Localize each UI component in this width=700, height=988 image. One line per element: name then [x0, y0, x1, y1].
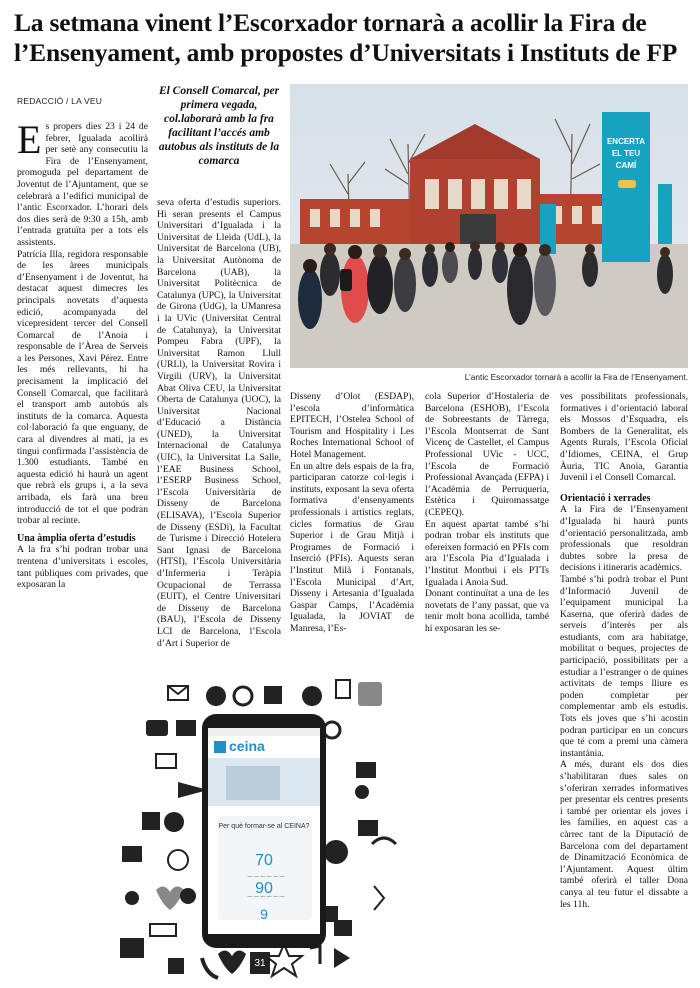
chart-icon	[142, 812, 160, 830]
article-column-2	[157, 197, 281, 649]
headline: La setmana vinent l’Escorxador tornarà a acollir la Fira de l’Ensenyament, amb propostes d’Universitats i Instituts de FP	[14, 8, 678, 67]
trophy-icon	[168, 958, 184, 974]
signal-icon	[334, 920, 352, 936]
folder-icon	[122, 846, 142, 862]
ad-stat-1: 70	[255, 852, 273, 869]
heart-icon	[156, 886, 184, 910]
svg-text:ENCERTA: ENCERTA	[606, 137, 646, 146]
svg-text:CAMÍ: CAMÍ	[615, 161, 637, 170]
paragraph: A la fra s’hi podran trobar una trentena d’universitats i escoles, tant públiques com privades, que exposaran la	[17, 544, 148, 591]
battery-icon	[150, 924, 176, 936]
settings-icon	[234, 687, 252, 705]
article-column-4	[425, 391, 549, 634]
search-icon	[324, 722, 340, 738]
share-icon	[125, 891, 139, 905]
paragraph: A la Fira de l’Ensenyament d’Igualada hi haurà punts d’orientació personalitzada, amb professionals que resoldran dubtes sobre la presa de decisions i itineraris acadèmics.	[560, 504, 688, 574]
paragraph: També s’hi podrà trobar el Punt d’Informació Juvenil de l’equipament municipal La Kaserna, que oferirà dades de serveis d’interès per als estudiants, com ara habitatge, mobilitat o beques, projectes de participació, possibilitats per a estudiar a l’estranger o de quines activitats de temps lliure es poden completar per complementar amb els estudis. Tots els joves que s’hi acostin podran participar en un concurs que té com a premi una càmera instantània.	[560, 573, 688, 759]
back-icon	[206, 686, 226, 706]
image-icon	[120, 938, 144, 958]
paragraph: Disseny d’Olot (ESDAP), l’escola d’informàtica EPITECH, l’Ostelea School of Tourism and Hospitality i Les Roches International School of Hotel Management.	[290, 391, 414, 460]
logo-tile-icon	[358, 682, 382, 706]
paragraph: En un altre dels espais de la fra, participaran catorze col·legis i instituts, exposant la seva oferta formativa d’ensenyaments professionals i artístics reglats, cicles formatius de Grau Superior i de Grau Mitjà i Programes de Formació i Inserció (PFIs). Aquests seran l’Institut Milà i Fontanals, l’Escola Municipal d’Art, Disseny i Artesania d’Igualada Gaspar Camps, l’Acadèmia Igualada, la JOVIAT de Manresa, l’Es-	[290, 460, 414, 634]
globe-icon	[164, 812, 184, 832]
byline: REDACCIÓ / LA VEU	[17, 96, 103, 106]
pin-icon	[180, 888, 196, 904]
paragraph: En aquest apartat també s’hi podran trobar els instituts que ofereixen formació en PFIs com ara l’Escola Pia d’Igualada i l’Institut Montbui i els PTTs Igualada i Anoia Sud.	[425, 518, 549, 588]
photo-caption: L’antic Escorxador tornarà a acollir la Fira de l’Ensenyament.	[464, 372, 688, 382]
svg-text:EL TEU: EL TEU	[611, 149, 641, 158]
paragraph: ves possibilitats professionals, formatives i d’orientació laboral els Mossos d’Esquadra, els Bombers de la Generalitat, els Agents Rurals, l’Escola Oficial d’Idiomes, CEINA, el Grup Àuria, TIC Anoia, Garantia Juvenil i el Consell Comarcal.	[560, 391, 688, 484]
svg-text:— — — — — —: — — — — — —	[247, 874, 285, 880]
paragraph: seva oferta d’estudis superiors. Hi seran presents el Campus Universitari d’Igualada i la Universitat de Lleida (UdL), la Universitat de Barcelona (UB), la Universitat Autònoma de Barcelona (UAB), la Universitat Politècnica de Catalunya (UPC), la Universitat de Girona (UdG), la UManresa i la UVic (Universitat Central de Catalunya), la Universitat Pompeu Fabra (UPF), la Universitat Ramon Llull (URLl), la Universitat Rovira i Virgili (URV), la Universitat Abat Oliva CEU, la Universitat Oberta de Catalunya (UOC), la Universitat Nacional d’Educació a Distància (UNED), la Universitat Internacional de Catalunya (UIC), la Universitat La Salle, l’EAE Business School, l’ESERP Business School, l’Escola Universitària de Disseny de Barcelona (ELISAVA), l’Escola Superior de Disseny (ESDi), la Facultat de Turisme i Direcció Hotelera Sant Ignasi de Barcelona (HTSI), l’Escola Universitària d’Infermeria i Teràpia Ocupacional de Terrassa (EUIT), el Centre Universitari de Disseny de Barcelona (BAU), l’Escola de Disseny LCI de Barcelona, l’Escola d’Art i Superior de	[157, 197, 281, 649]
archive-icon	[176, 720, 196, 736]
article-column-1	[17, 117, 148, 591]
ad-stat-2: 90	[255, 880, 273, 897]
article-column-5	[560, 391, 688, 910]
paragraph: Es propers dies 23 i 24 de febrer, Igualada acollirà per setè any consecutiu la Fira de l’Ensenyament, promoguda pel departament de Joventut de l’Ajuntament, que se celebrarà a l’edifici municipal de l’antic Escorxador. L’horari dels dos dies serà de 9:30 a 15h, amb l’entrada gratuïta per a tots els assistents.	[17, 117, 148, 248]
video-clapper-icon	[356, 762, 376, 778]
article-photo	[290, 84, 688, 368]
phone-icon	[202, 958, 218, 978]
heart-filled-icon	[218, 950, 246, 974]
document-icon	[336, 680, 350, 698]
play-icon	[334, 948, 350, 968]
svg-text:— — — — — —: — — — — — —	[247, 894, 285, 900]
wifi-icon	[372, 838, 396, 844]
paragraph: cola Superior d’Hostaleria de Barcelona (ESHOB), l’Escola de Sobreestants de Tàrrega, l’Escola Montserrat de Sant Vicenç de Castellet, el Campus Professional UVic - UCC, l’Escola de Formació Professional Avançada (EFPA) i l’Acadèmia de Perruqueria, Estètica i Quiromassatge (CEPEQ).	[425, 391, 549, 518]
bluetooth-icon	[374, 886, 384, 910]
star-icon	[266, 944, 302, 976]
clock-icon	[168, 850, 188, 870]
paragraph: Patrícia Illa, regidora responsable de les àrees municipals d’Ensenyament i de Joventut, ha destacat aquest dimecres les principals novetats d’aquesta edició, acompanyada del vicepresident tercer del Consell Comarcal de l’Anoia i responsable de l’Àrea de Serveis a les Persones, Xavi Pérez. Entre les més rellevants, hi ha precisament la implicació del Consell Comarcal, que facilitarà el transport amb autobús als instituts de la comarca. Aquesta col·laboració fa que enguany, de cara al divendres al matí, ja es tingui confirmada l’assistència de 1.300 estudiants. També en aquesta edició hi haurà un agent que rebrà els grups i, a la seva arribada, els farà una breu introducció de tot el que podran trobar al recinte.	[17, 248, 148, 527]
paragraph: A més, durant els dos dies s’habilitaran dues sales on s’oferiran xerrades informatives per presentar els centres presents i també per orientar els joves i les famílies, en aquest cas a càrrec tant de la Diputació de Barcelona com del departament de Dinamització Econòmica de l’Ajuntament. Aquest últim també oferirà el taller Dona canya al teu futur el dissabte a les 11h.	[560, 759, 688, 910]
escorxador-photo	[290, 84, 688, 368]
drop-cap: E	[17, 117, 42, 162]
pull-quote: El Consell Comarcal, per primera vegada, col.laborarà amb la fra facilitant l’accés amb autobus als instituts de la comarca	[158, 85, 280, 167]
ad-question: Per què formar-se al CEINA?	[218, 823, 310, 830]
map-icon	[358, 820, 378, 836]
ceina-brand: ceina	[229, 738, 265, 754]
calendar-icon	[264, 686, 282, 704]
paragraph: Donant continuïtat a una de les novetats de l’any passat, que va tenir molt bona acollida, també hi exposaran les se-	[425, 588, 549, 634]
article-column-3	[290, 391, 414, 634]
chat-icon	[146, 720, 168, 736]
group-icon	[324, 840, 348, 864]
mail-icon	[168, 686, 188, 700]
subheading: Una àmplia oferta d’estudis	[17, 532, 136, 544]
help-icon	[302, 686, 322, 706]
calendar-day-label: 31	[250, 952, 270, 974]
newsletter-icon	[156, 754, 176, 768]
music-icon	[310, 946, 320, 964]
subheading: Orientació i xerrades	[560, 492, 651, 504]
award-icon	[355, 785, 369, 799]
ceina-advertisement	[106, 662, 422, 984]
ad-stat-3: 9	[260, 906, 268, 922]
